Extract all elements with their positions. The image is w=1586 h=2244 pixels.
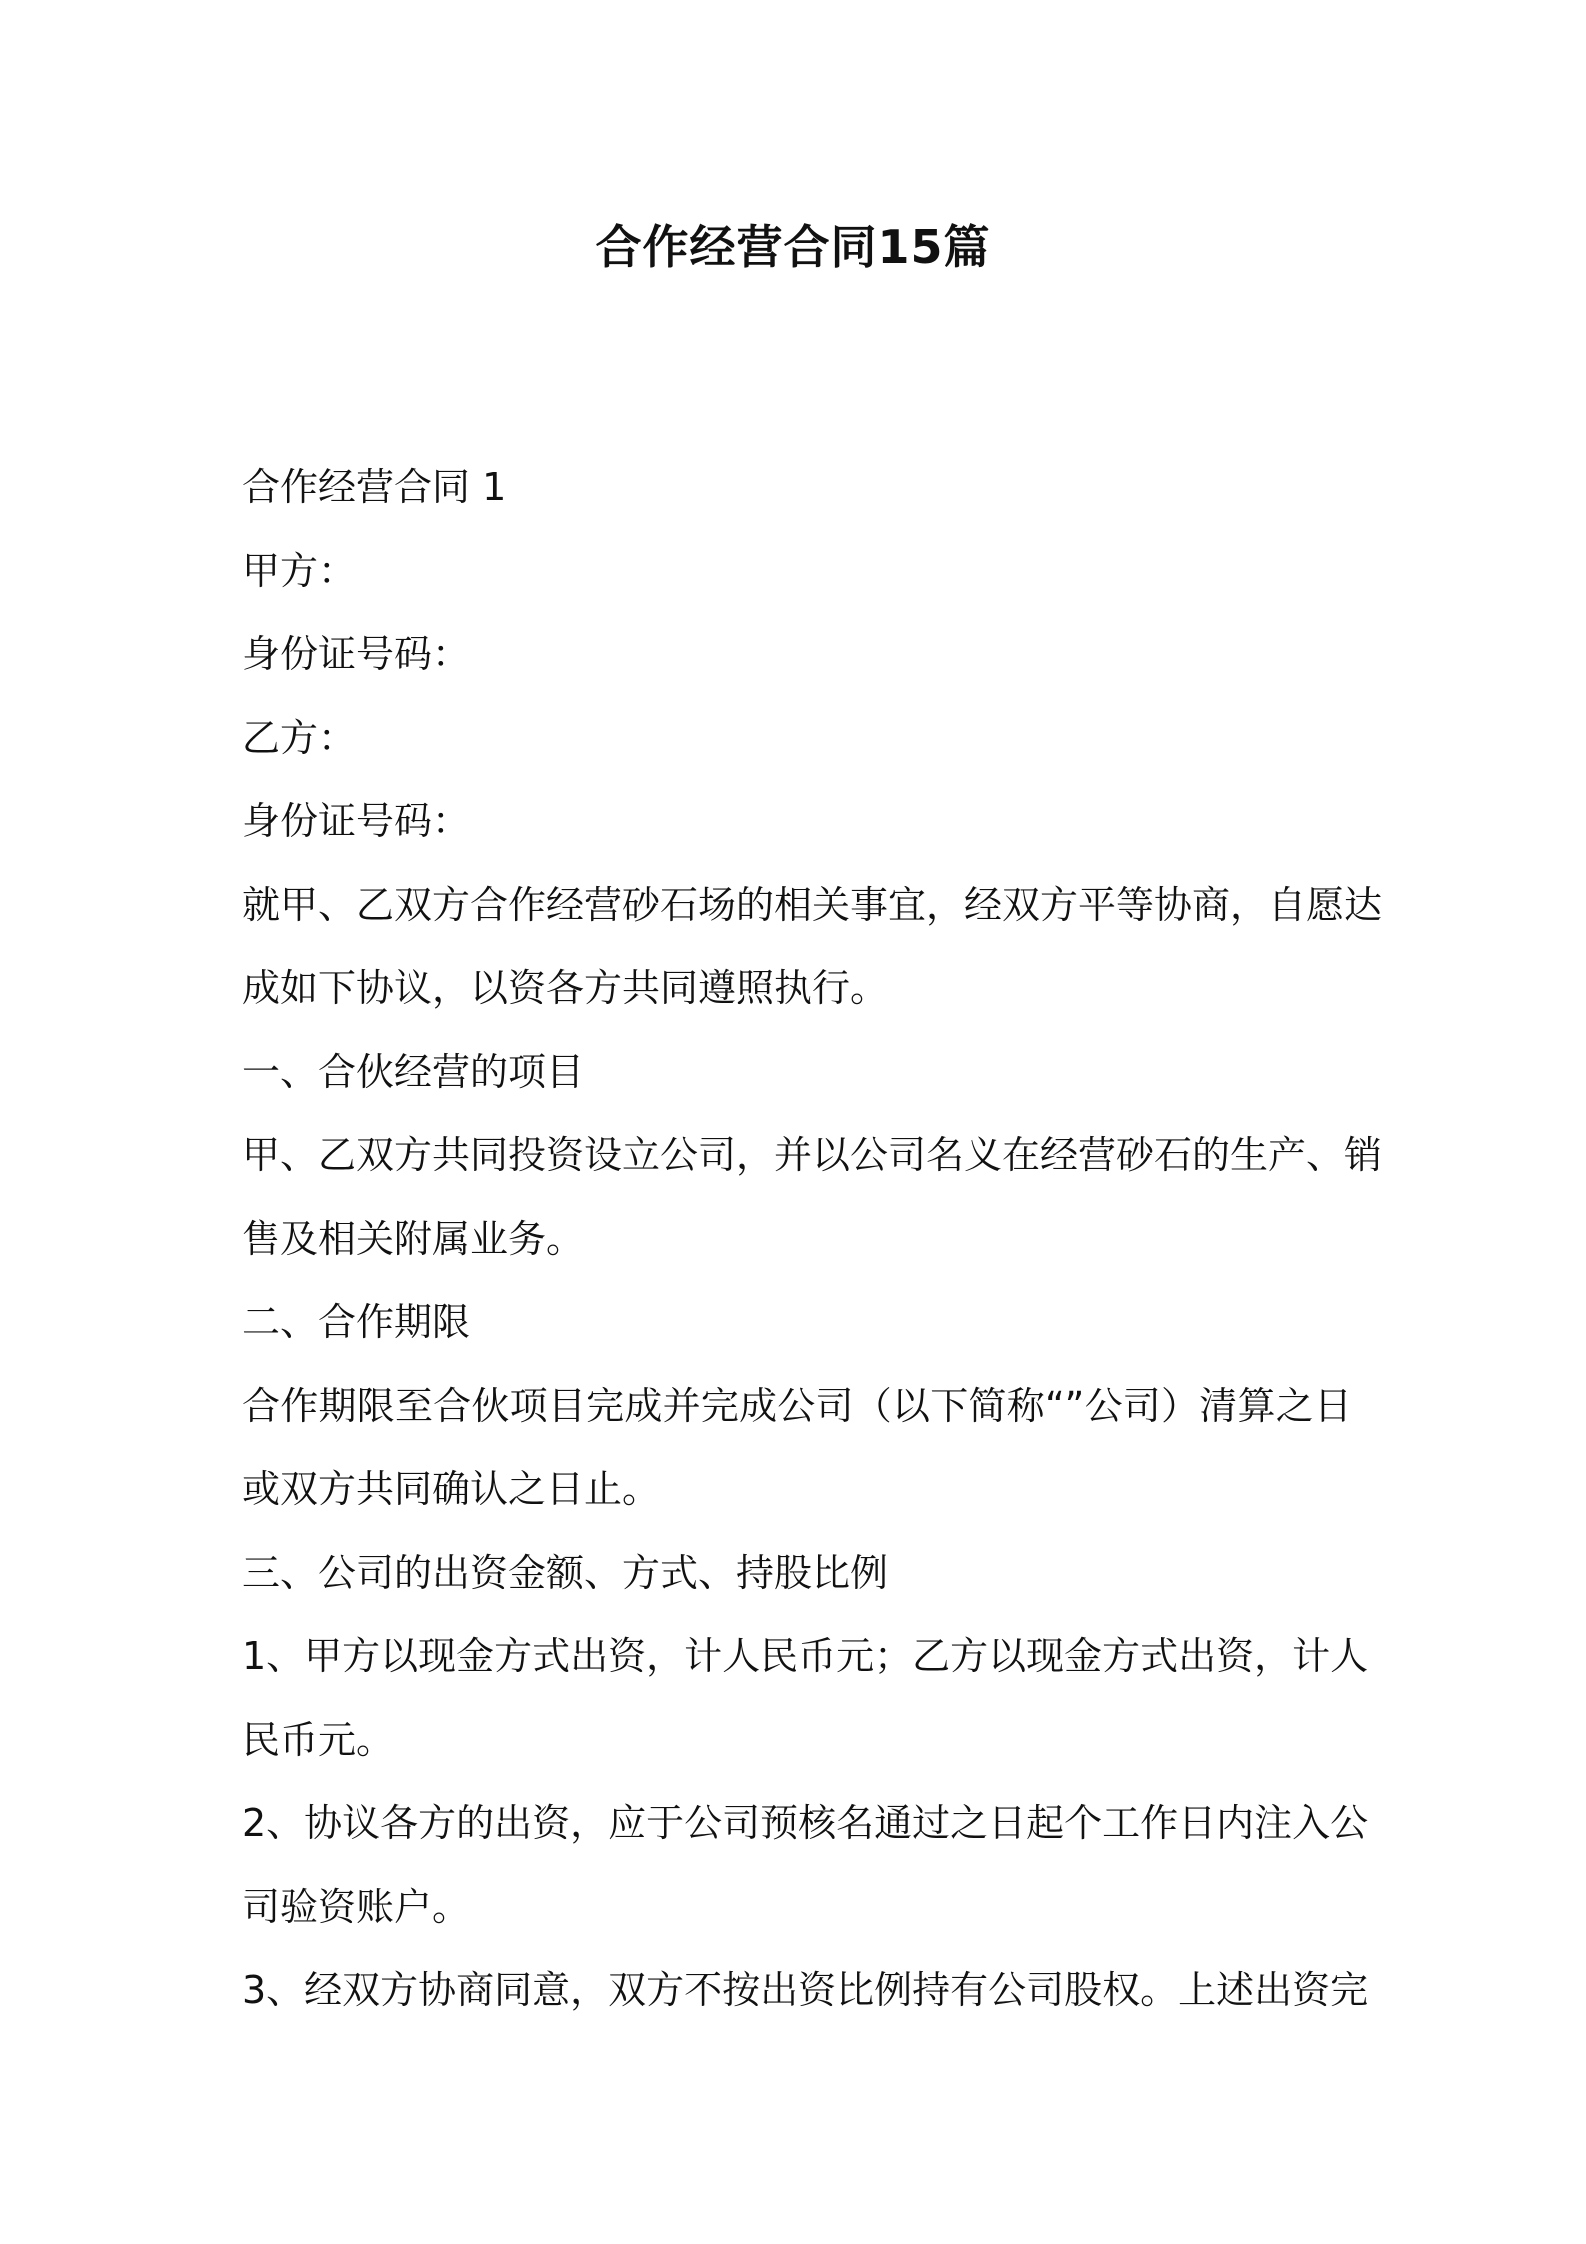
document-body [242, 446, 1383, 2033]
party-b-id-label: 身份证号码： [242, 799, 471, 843]
clause-capital-item-2-line-1: 2、协议各方的出资，应于公司预核名通过之日起个工作日内注入公 [242, 1801, 1369, 1845]
clause-capital-item-3-line-1: 3、经双方协商同意，双方不按出资比例持有公司股权。上述出资完 [242, 1968, 1369, 2012]
clause-project-line-1: 甲、乙双方共同投资设立公司，并以公司名义在经营砂石的生产、销 [242, 1133, 1383, 1177]
clause-term-line-2: 或双方共同确认之日止。 [242, 1467, 661, 1511]
clause-heading-project: 一、合伙经营的项目 [242, 1049, 585, 1094]
section-heading-contract-1: 合作经营合同 1 [242, 465, 507, 509]
party-a-label: 甲方： [242, 548, 357, 593]
clause-term-line-1: 合作期限至合伙项目完成并完成公司（以下简称“”公司）清算之日 [242, 1383, 1352, 1428]
clause-heading-term: 二、合作期限 [242, 1300, 471, 1344]
document-title: 合作经营合同15篇 [595, 220, 991, 274]
clause-capital-item-1-line-1: 1、甲方以现金方式出资，计人民币元；乙方以现金方式出资，计人 [242, 1634, 1369, 1678]
clause-capital-item-2-line-2: 司验资账户。 [242, 1884, 471, 1929]
preamble-line-1: 就甲、乙双方合作经营砂石场的相关事宜，经双方平等协商，自愿达 [242, 882, 1383, 927]
clause-heading-capital: 三、公司的出资金额、方式、持股比例 [242, 1550, 889, 1595]
preamble-line-2: 成如下协议，以资各方共同遵照执行。 [242, 966, 889, 1010]
party-a-id-label: 身份证号码： [242, 632, 471, 676]
clause-capital-item-1-line-2: 民币元。 [242, 1717, 395, 1762]
party-b-label: 乙方： [242, 715, 357, 760]
clause-project-line-2: 售及相关附属业务。 [242, 1216, 585, 1261]
